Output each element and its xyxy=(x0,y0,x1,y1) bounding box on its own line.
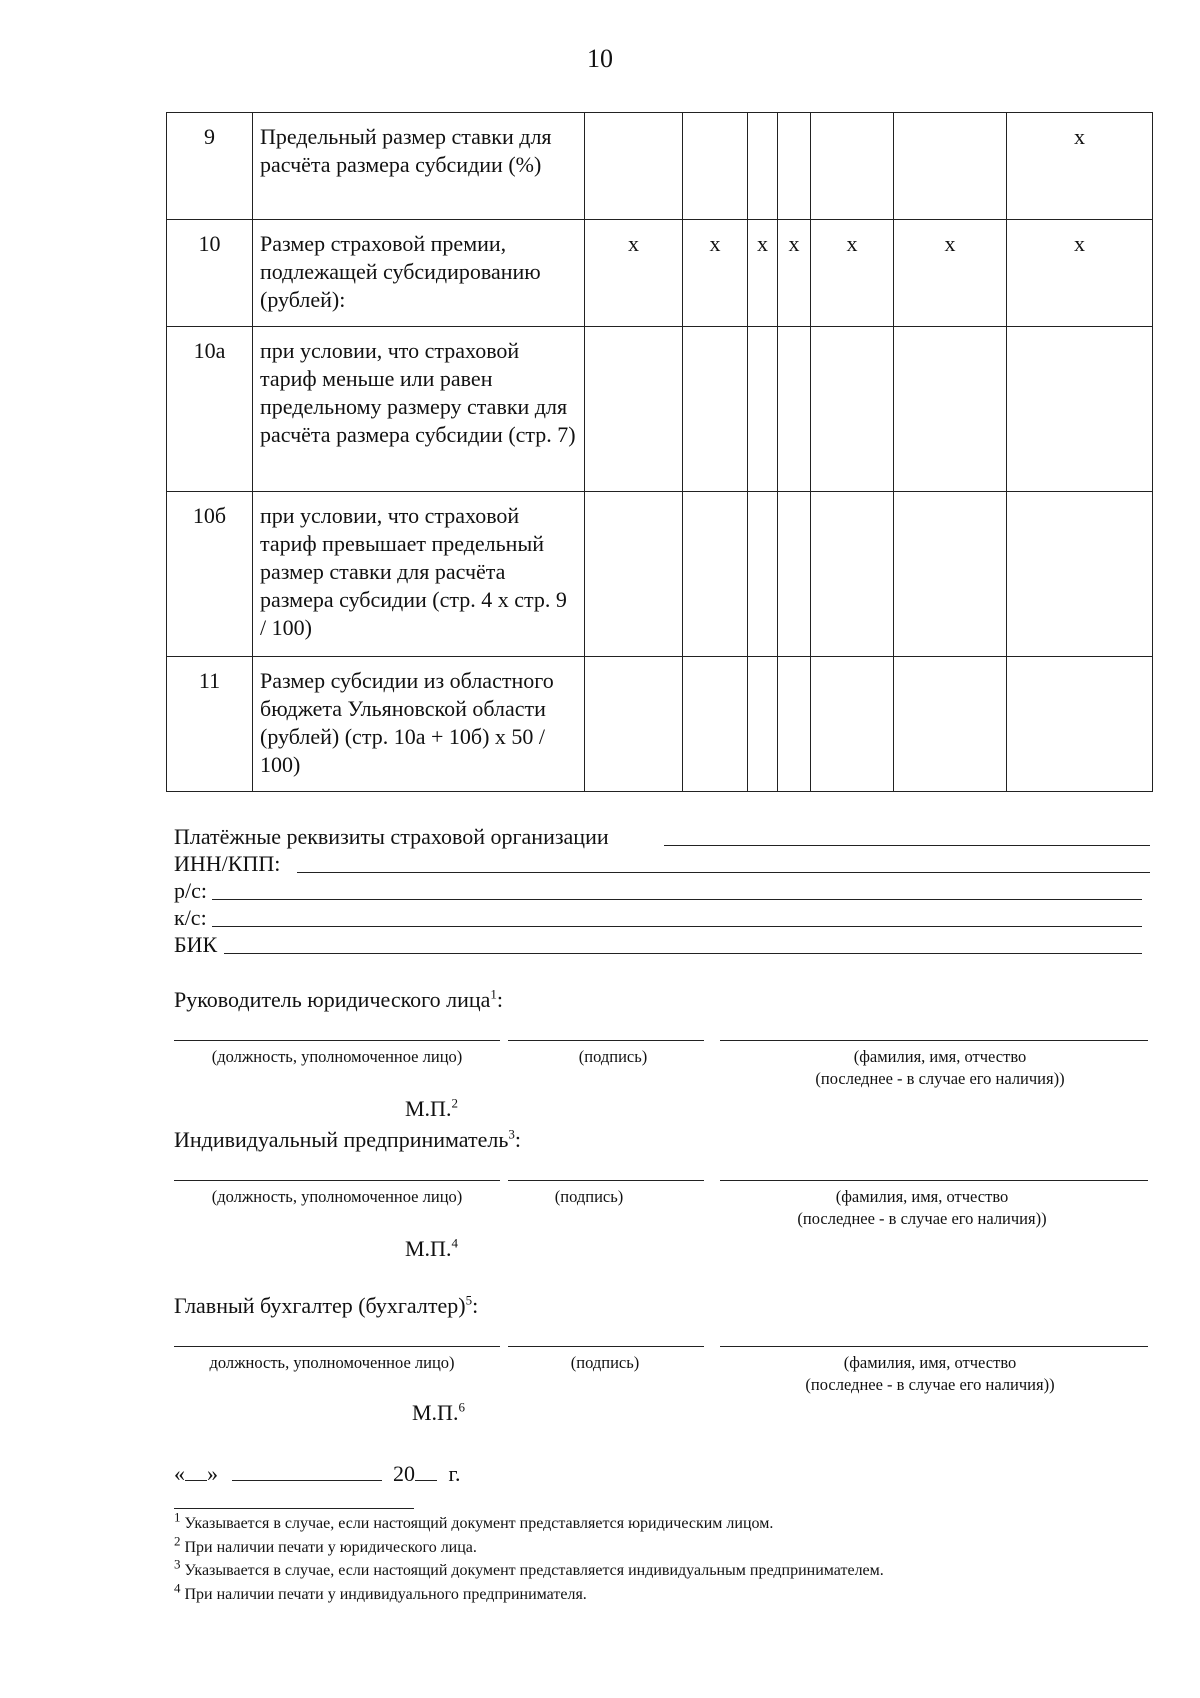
table-row xyxy=(167,220,1153,327)
row-number: 11 xyxy=(167,657,253,792)
row-description: при условии, что страховой тариф превышает предельный размер ставки для расчёта размера субсидии (стр. 4 x стр. 9 / 100) xyxy=(253,492,585,657)
stamp-3: М.П.$^6$ xyxy=(412,1399,465,1425)
table-cell[interactable]: x xyxy=(778,220,811,327)
signature-line-2[interactable] xyxy=(508,1180,704,1181)
bik-label: БИК xyxy=(174,932,218,957)
table-cell[interactable]: x xyxy=(1007,113,1153,220)
ks-line[interactable] xyxy=(212,904,1142,927)
page-number: 10 xyxy=(587,44,613,73)
table-cell[interactable] xyxy=(585,657,683,792)
table-cell[interactable] xyxy=(585,113,683,220)
table-cell[interactable]: x xyxy=(585,220,683,327)
table-cell[interactable] xyxy=(811,113,894,220)
row-number: 10б xyxy=(167,492,253,657)
rs-line[interactable] xyxy=(212,877,1142,900)
footnote-3: $^3$ Указывается в случае, если настоящий документ представляется индивидуальным предпринимателем. xyxy=(174,1556,884,1579)
table-cell[interactable] xyxy=(683,657,748,792)
table-row xyxy=(167,113,1153,220)
subsidy-table xyxy=(166,112,1153,792)
table-cell[interactable]: x xyxy=(811,220,894,327)
signature-line-3[interactable] xyxy=(508,1346,704,1347)
bik-line[interactable] xyxy=(224,931,1142,954)
payment-requisites-line[interactable] xyxy=(664,823,1150,846)
signature-caption-2: (подпись) xyxy=(554,1187,624,1206)
inn-kpp-label: ИНН/КПП: xyxy=(174,851,281,876)
table-cell[interactable] xyxy=(683,113,748,220)
name-caption-1: (фамилия, имя, отчество (последнее - в случае его наличия)) xyxy=(815,1047,1065,1088)
position-caption-2: (должность, уполномоченное лицо) xyxy=(211,1187,463,1206)
footnote-1: $^1$ Указывается в случае, если настоящий документ представляется юридическим лицом. xyxy=(174,1509,774,1532)
table-cell[interactable] xyxy=(1007,492,1153,657)
table-cell[interactable] xyxy=(778,113,811,220)
table-cell[interactable] xyxy=(778,327,811,492)
table-cell[interactable] xyxy=(1007,657,1153,792)
name-caption-3: (фамилия, имя, отчество (последнее - в случае его наличия)) xyxy=(805,1353,1055,1394)
inn-kpp-line[interactable] xyxy=(297,850,1150,873)
row-number: 10а xyxy=(167,327,253,492)
footnote-4: $^4$ При наличии печати у индивидуального предпринимателя. xyxy=(174,1580,587,1603)
table-cell[interactable] xyxy=(811,492,894,657)
row-description: при условии, что страховой тариф меньше или равен предельному размеру ставки для расчёта размера субсидии (стр. 7) xyxy=(253,327,585,492)
table-cell[interactable] xyxy=(811,657,894,792)
table-cell[interactable] xyxy=(748,327,778,492)
signature-title-2: Индивидуальный предприниматель$^3$: xyxy=(174,1126,522,1152)
signature-title-3: Главный бухгалтер (бухгалтер)$^5$: xyxy=(174,1292,479,1318)
table-cell[interactable] xyxy=(748,657,778,792)
position-line-2[interactable] xyxy=(174,1180,500,1181)
row-description: Размер страховой премии, подлежащей субсидированию (рублей): xyxy=(253,220,585,327)
table-cell[interactable]: x xyxy=(1007,220,1153,327)
row-number: 10 xyxy=(167,220,253,327)
table-cell[interactable] xyxy=(1007,327,1153,492)
footnote-2: $^2$ При наличии печати у юридического лица. xyxy=(174,1533,477,1556)
payment-requisites-label: Платёжные реквизиты страховой организации xyxy=(174,824,609,849)
table-cell[interactable] xyxy=(894,113,1007,220)
table-cell[interactable] xyxy=(683,327,748,492)
table-cell[interactable] xyxy=(778,657,811,792)
signature-caption-1: (подпись) xyxy=(578,1047,648,1066)
table-cell[interactable] xyxy=(894,657,1007,792)
position-line-1[interactable] xyxy=(174,1040,500,1041)
name-line-3[interactable] xyxy=(720,1346,1148,1347)
ks-label: к/с: xyxy=(174,905,207,930)
name-line-2[interactable] xyxy=(720,1180,1148,1181)
table-cell[interactable] xyxy=(683,492,748,657)
table-cell[interactable] xyxy=(585,327,683,492)
rs-label: р/с: xyxy=(174,878,207,903)
position-caption-3: должность, уполномоченное лицо) xyxy=(209,1353,455,1372)
table-cell[interactable]: x xyxy=(748,220,778,327)
table-row xyxy=(167,492,1153,657)
table-cell[interactable] xyxy=(811,327,894,492)
signature-caption-3: (подпись) xyxy=(570,1353,640,1372)
year-blank[interactable] xyxy=(415,1460,437,1481)
table-cell[interactable]: x xyxy=(894,220,1007,327)
table-cell[interactable] xyxy=(894,327,1007,492)
stamp-1: М.П.$^2$ xyxy=(405,1095,458,1121)
date-line: « » 20 г. xyxy=(174,1461,461,1486)
signature-line-1[interactable] xyxy=(508,1040,704,1041)
row-number: 9 xyxy=(167,113,253,220)
name-line-1[interactable] xyxy=(720,1040,1148,1041)
footnote-separator xyxy=(174,1508,414,1509)
table-cell[interactable] xyxy=(748,113,778,220)
table-row xyxy=(167,657,1153,792)
table-cell[interactable] xyxy=(894,492,1007,657)
day-blank[interactable] xyxy=(185,1460,207,1481)
signature-title-1: Руководитель юридического лица$^1$: xyxy=(174,986,504,1012)
row-description: Размер субсидии из областного бюджета Ульяновской области (рублей) (стр. 10а + 10б) x 50 / 100) xyxy=(253,657,585,792)
position-line-3[interactable] xyxy=(174,1346,500,1347)
footnotes xyxy=(174,1509,884,1606)
table-row xyxy=(167,327,1153,492)
row-description: Предельный размер ставки для расчёта размера субсидии (%) xyxy=(253,113,585,220)
name-caption-2: (фамилия, имя, отчество (последнее - в случае его наличия)) xyxy=(797,1187,1047,1228)
position-caption-1: (должность, уполномоченное лицо) xyxy=(211,1047,463,1066)
stamp-2: М.П.$^4$ xyxy=(405,1235,458,1261)
table-cell[interactable] xyxy=(748,492,778,657)
table-cell[interactable]: x xyxy=(683,220,748,327)
table-cell[interactable] xyxy=(778,492,811,657)
table-cell[interactable] xyxy=(585,492,683,657)
month-blank[interactable] xyxy=(232,1460,382,1481)
